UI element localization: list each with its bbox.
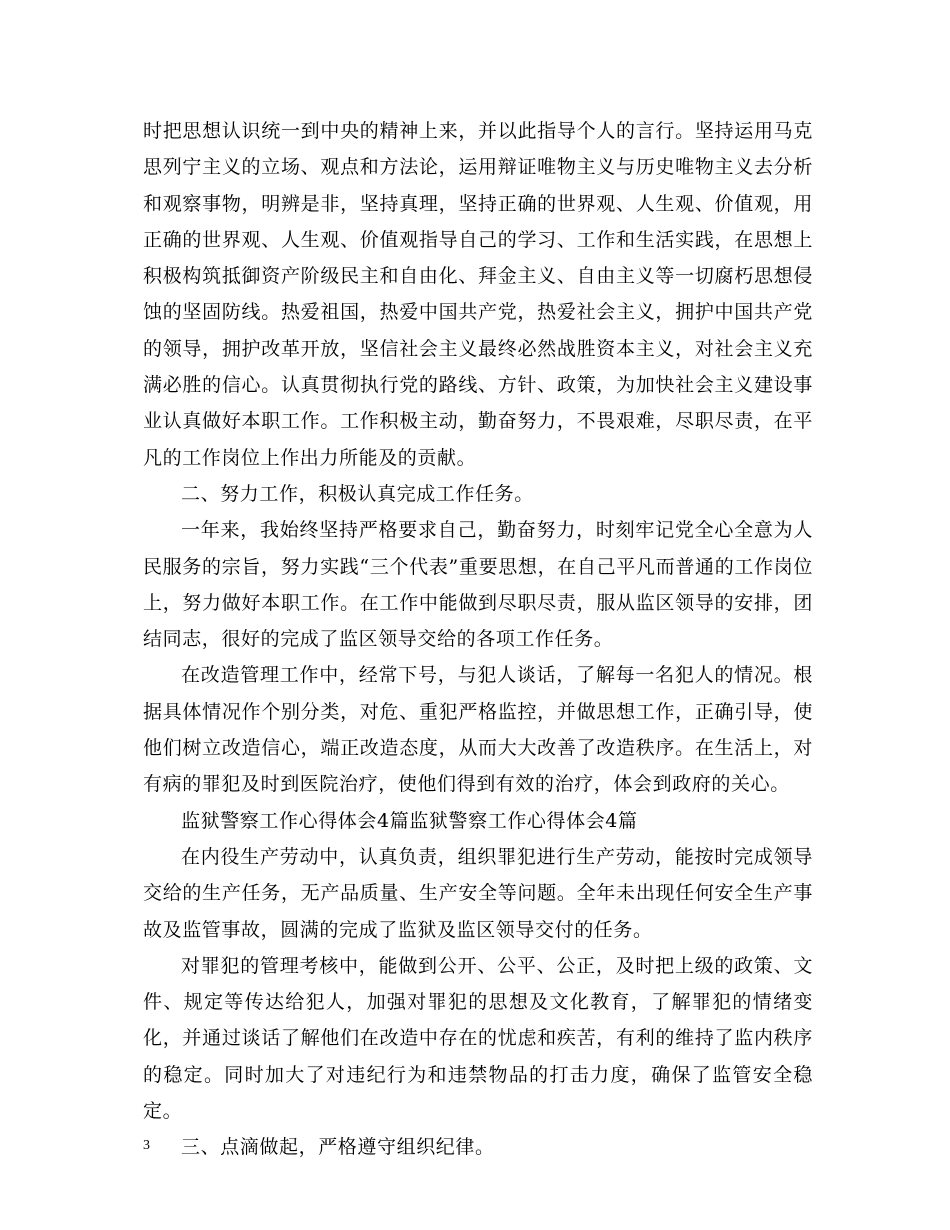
section-heading-2: 二、努力工作，积极认真完成工作任务。 — [181, 482, 534, 505]
inserted-title-line: 监狱警察工作心得体会4篇监狱警察工作心得体会4篇 — [181, 809, 638, 832]
page-number: 3 — [143, 1138, 150, 1153]
paragraph: 在改造管理工作中，经常下号，与犯人谈话，了解每一名犯人的情况。根据具体情况作个别分类，对危、重犯严格监控，并做思想工作，正确引导，使他们树立改造信心，端正改造态度，从而大大改善了改造秩序。在生活上，对有病的罪犯及时到医院治疗，使他们得到有效的治疗，体会到政府的关心。 — [143, 664, 813, 796]
paragraph: 在内役生产劳动中，认真负责，组织罪犯进行生产劳动，能按时完成领导交给的生产任务，无产品质量、生产安全等问题。全年未出现任何安全生产事故及监管事故，圆满的完成了监狱及监区领导交付的任务。 — [143, 845, 813, 941]
paragraph: 一年来，我始终坚持严格要求自己，勤奋努力，时刻牢记党全心全意为人民服务的宗旨，努力实践“三个代表”重要思想，在自己平凡而普通的工作岗位上，努力做好本职工作。在工作中能做到尽职尽责，服从监区领导的安排，团结同志，很好的完成了监区领导交给的各项工作任务。 — [143, 519, 813, 651]
section-heading-3: 三、点滴做起，严格遵守组织纪律。 — [181, 1136, 495, 1159]
paragraph: 对罪犯的管理考核中，能做到公开、公平、公正，及时把上级的政策、文件、规定等传达给犯人，加强对罪犯的思想及文化教育，了解罪犯的情绪变化，并通过谈话了解他们在改造中存在的忧虑和疾苦，有利的维持了监内秩序的稳定。同时加大了对违纪行为和违禁物品的打击力度，确保了监管安全稳定。 — [143, 954, 813, 1123]
document-body — [143, 113, 813, 1166]
paragraph-continuation: 时把思想认识统一到中央的精神上来，并以此指导个人的言行。坚持运用马克思列宁主义的立场、观点和方法论，运用辩证唯物主义与历史唯物主义去分析和观察事物，明辨是非，坚持真理，坚持正确的世界观、人生观、价值观，用正确的世界观、人生观、价值观指导自己的学习、工作和生活实践，在思想上积极构筑抵御资产阶级民主和自由化、拜金主义、自由主义等一切腐朽思想侵蚀的坚固防线。热爱祖国，热爱中国共产党，热爱社会主义，拥护中国共产党的领导，拥护改革开放，坚信社会主义最终必然战胜资本主义，对社会主义充满必胜的信心。认真贯彻执行党的路线、方针、政策，为加快社会主义建设事业认真做好本职工作。工作积极主动，勤奋努力，不畏艰难，尽职尽责，在平凡的工作岗位上作出力所能及的贡献。 — [143, 120, 813, 469]
